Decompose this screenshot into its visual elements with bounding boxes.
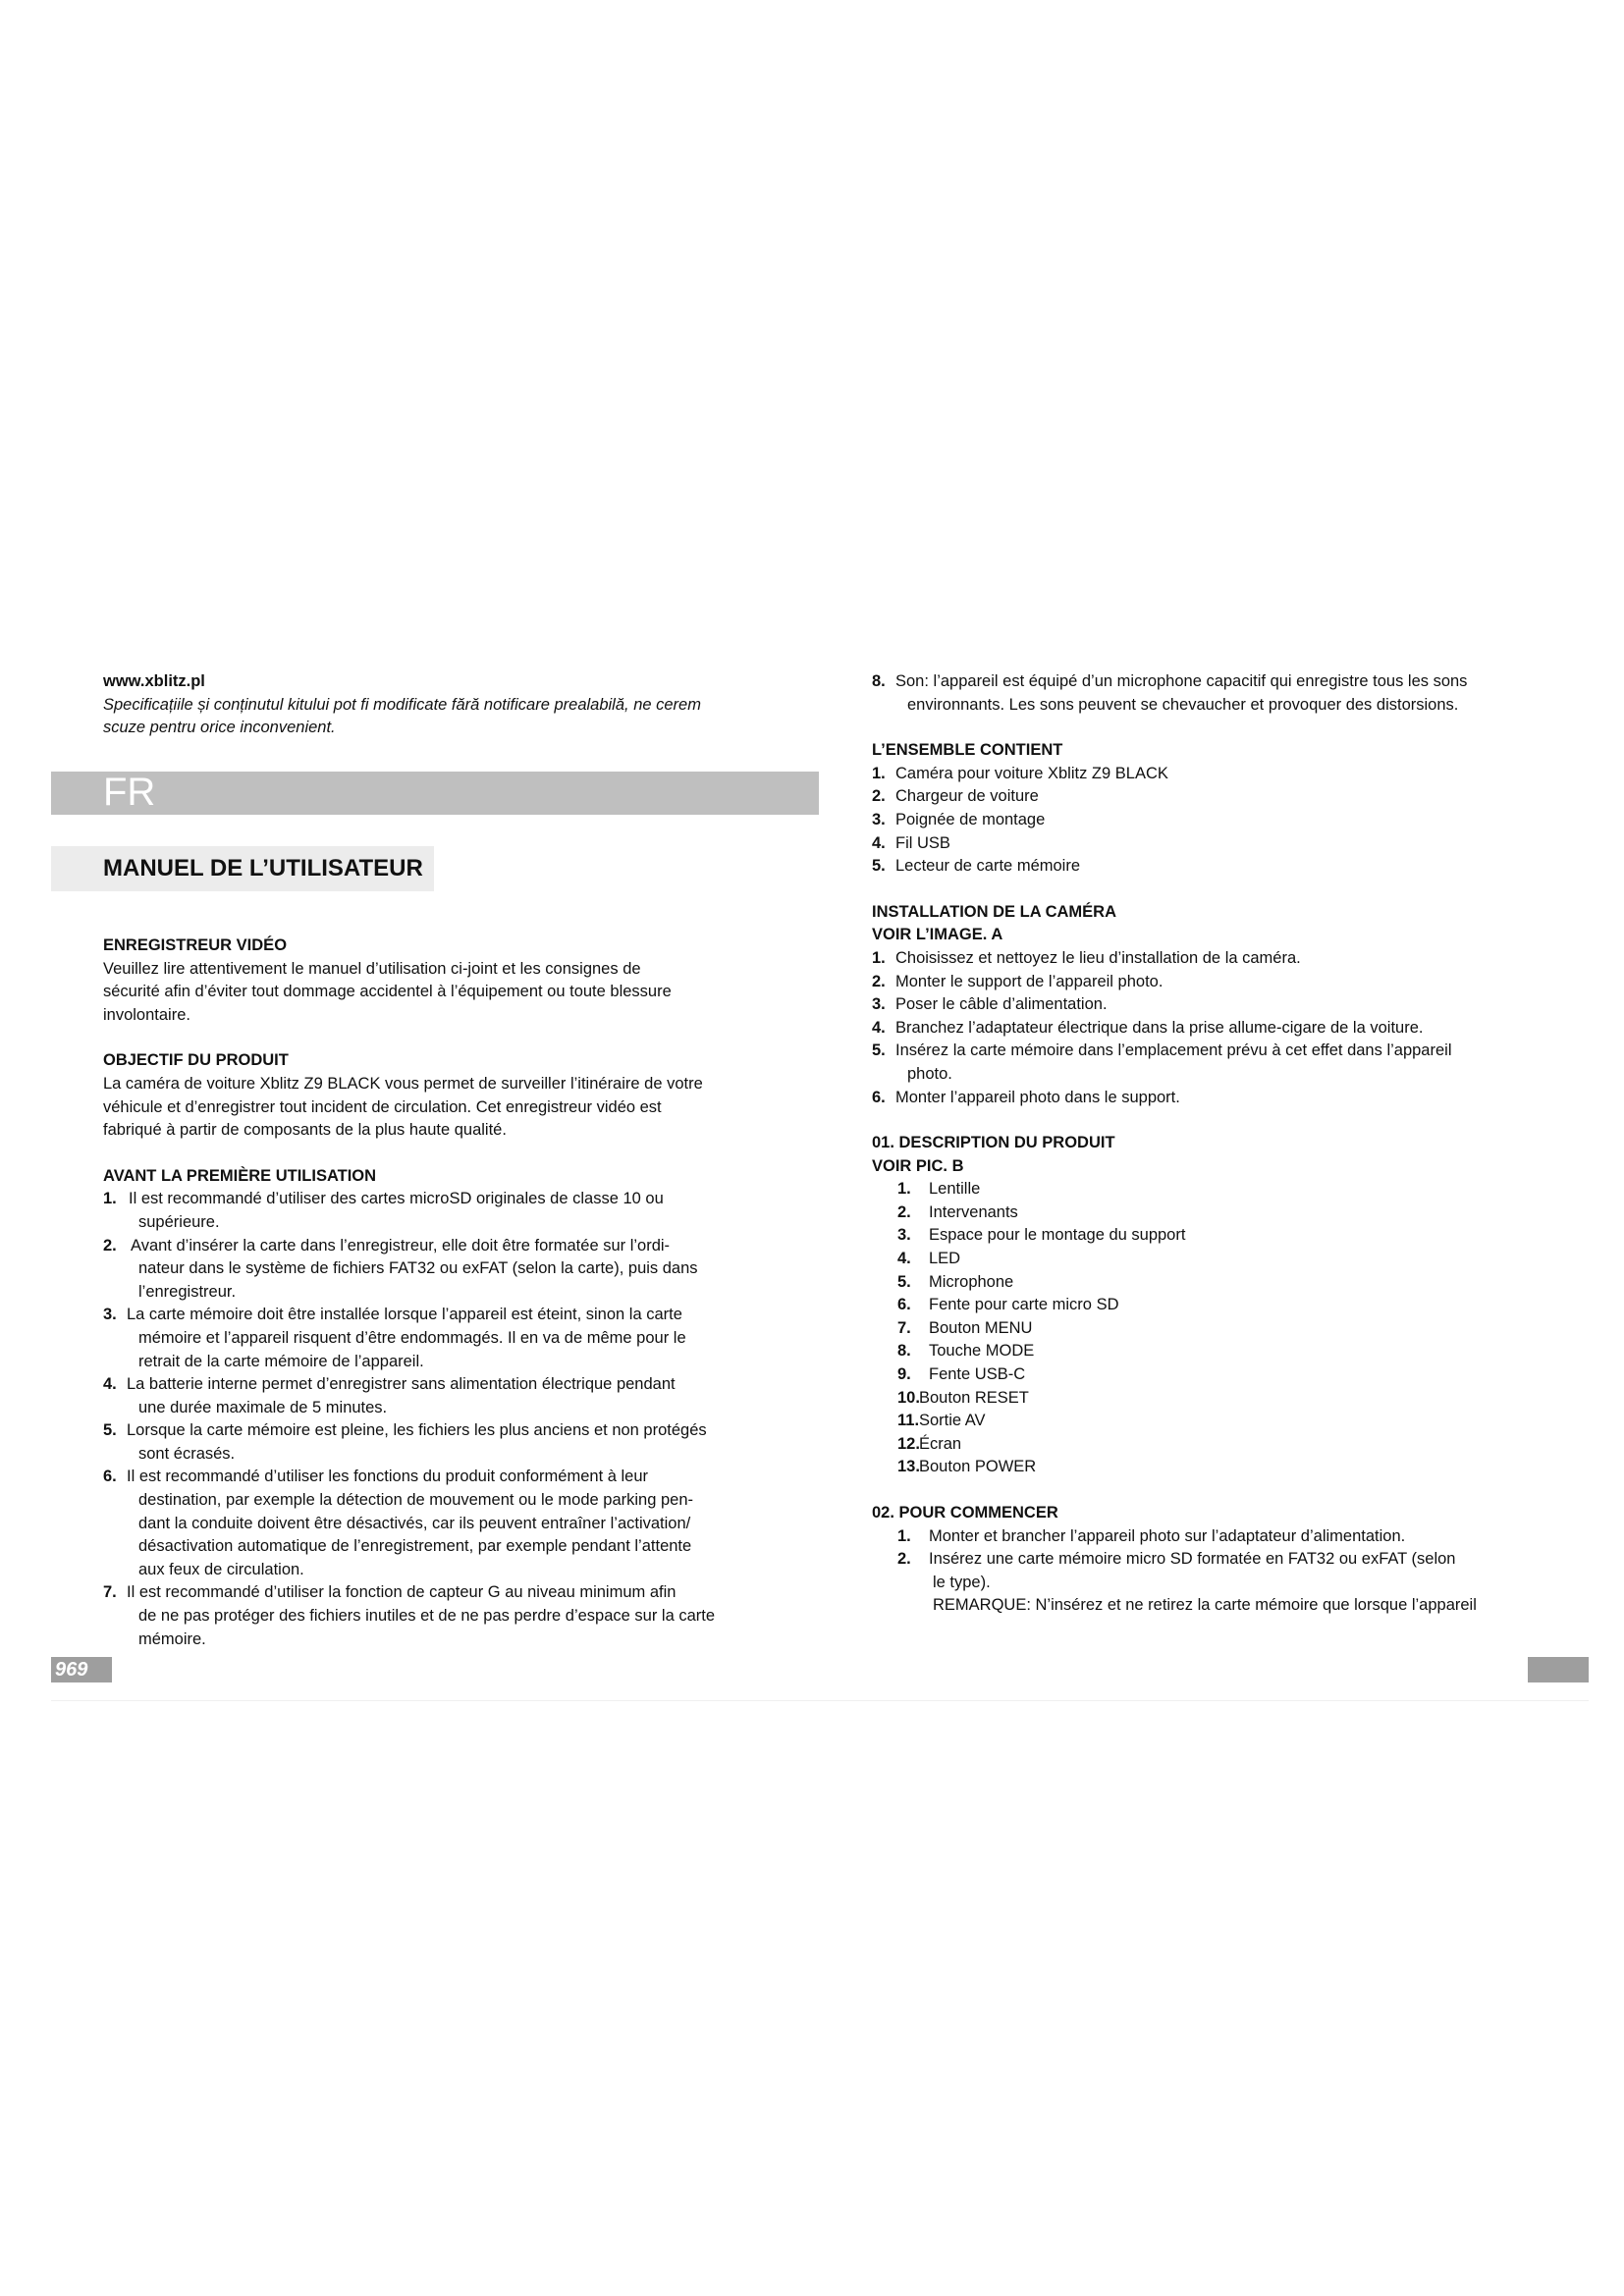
item-number: 10. xyxy=(897,1388,920,1407)
item-number: 9. xyxy=(897,1365,911,1384)
item-line: nateur dans le système de fichiers FAT32 ou exFAT (selon la carte), puis dans xyxy=(138,1259,698,1278)
section-subheading: VOIR PIC. B xyxy=(872,1156,964,1175)
list-item xyxy=(872,1201,1540,1225)
list-item xyxy=(103,1235,771,1305)
item-text: Écran xyxy=(919,1434,962,1453)
list-item xyxy=(872,809,1540,832)
page-number: 969 xyxy=(51,1657,112,1682)
item-line: Lorsque la carte mémoire est pleine, les fichiers les plus anciens et non protégés xyxy=(127,1421,707,1440)
item-number: 3. xyxy=(103,1306,117,1324)
item-number: 4. xyxy=(103,1375,117,1394)
right-column xyxy=(872,670,1540,1618)
section-heading: 02. POUR COMMENCER xyxy=(872,1504,1058,1522)
list-item xyxy=(103,1581,771,1651)
item-line: Son: l’appareil est équipé d’un microphone capacitif qui enregistre tous les sons xyxy=(895,672,1468,690)
paragraph-line: La caméra de voiture Xblitz Z9 BLACK vous permet de surveiller l’itinéraire de votre xyxy=(103,1074,703,1093)
item-line: Il est recommandé d’utiliser des cartes microSD originales de classe 10 ou xyxy=(129,1190,664,1208)
item-number: 8. xyxy=(872,672,886,690)
item-number: 1. xyxy=(872,764,886,782)
item-number: 5. xyxy=(872,1041,886,1060)
item-line: photo. xyxy=(907,1064,952,1083)
item-number: 1. xyxy=(897,1526,911,1545)
list-item xyxy=(872,993,1540,1017)
item-line: Il est recommandé d’utiliser la fonction de capteur G au niveau minimum afin xyxy=(127,1583,677,1602)
bottom-rule xyxy=(51,1700,1589,1701)
item-number: 6. xyxy=(897,1296,911,1314)
item-number: 4. xyxy=(872,833,886,852)
remark-line: REMARQUE: N’insérez et ne retirez la carte mémoire que lorsque l’appareil xyxy=(933,1596,1477,1615)
item-number: 3. xyxy=(897,1226,911,1245)
list-item xyxy=(872,1224,1540,1248)
item-line: Poser le câble d’alimentation. xyxy=(895,995,1108,1014)
list-item xyxy=(872,1433,1540,1457)
section-heading: L’ENSEMBLE CONTIENT xyxy=(872,741,1063,760)
item-line: retrait de la carte mémoire de l’appareil. xyxy=(138,1352,424,1370)
page-tab-marker xyxy=(1528,1657,1589,1682)
item-line: le type). xyxy=(933,1573,991,1591)
list-item xyxy=(103,1419,771,1466)
list-item xyxy=(872,1087,1540,1110)
list-item xyxy=(872,1410,1540,1433)
item-number: 5. xyxy=(897,1272,911,1291)
item-line: sont écrasés. xyxy=(138,1444,236,1463)
list-item xyxy=(103,1466,771,1581)
list-item xyxy=(872,1248,1540,1271)
item-text: Fil USB xyxy=(895,833,950,852)
item-text: Poignée de montage xyxy=(895,810,1046,828)
list-item xyxy=(103,1304,771,1373)
item-text: Lentille xyxy=(929,1180,981,1199)
section-heading: INSTALLATION DE LA CAMÉRA xyxy=(872,902,1117,921)
item-line: aux feux de circulation. xyxy=(138,1560,304,1578)
item-line: l’enregistreur. xyxy=(138,1282,237,1301)
item-number: 2. xyxy=(103,1236,117,1255)
left-body xyxy=(103,934,771,1651)
item-text: Chargeur de voiture xyxy=(895,787,1039,806)
item-line: Avant d’insérer la carte dans l’enregistreur, elle doit être formatée sur l’ordi- xyxy=(131,1236,671,1255)
item-number: 3. xyxy=(872,995,886,1014)
item-text: Bouton MENU xyxy=(929,1318,1033,1337)
item-line: supérieure. xyxy=(138,1212,220,1231)
item-line: Choisissez et nettoyez le lieu d’installation de la caméra. xyxy=(895,948,1301,967)
item-line: Insérez une carte mémoire micro SD formatée en FAT32 ou exFAT (selon xyxy=(929,1550,1456,1569)
item-line: dant la conduite doivent être désactivés, car ils peuvent entraîner l’activation/ xyxy=(138,1514,691,1532)
item-text: Sortie AV xyxy=(919,1412,986,1430)
item-line: environnants. Les sons peuvent se chevaucher et provoquer des distorsions. xyxy=(907,695,1459,714)
item-number: 8. xyxy=(897,1342,911,1361)
item-line: La batterie interne permet d’enregistrer sans alimentation électrique pendant xyxy=(127,1375,676,1394)
list-item xyxy=(872,1294,1540,1317)
item-line: Monter l’appareil photo dans le support. xyxy=(895,1088,1180,1106)
list-item xyxy=(103,1373,771,1419)
paragraph-line: involontaire. xyxy=(103,1005,190,1024)
item-text: Touche MODE xyxy=(929,1342,1035,1361)
item-line: de ne pas protéger des fichiers inutiles et de ne pas perdre d’espace sur la carte xyxy=(138,1607,716,1626)
item-number: 2. xyxy=(872,972,886,990)
item-text: Intervenants xyxy=(929,1202,1018,1221)
list-item xyxy=(872,763,1540,786)
section-heading: AVANT LA PREMIÈRE UTILISATION xyxy=(103,1166,377,1185)
item-number: 3. xyxy=(872,810,886,828)
list-item xyxy=(872,1363,1540,1387)
item-number: 1. xyxy=(103,1190,117,1208)
list-item xyxy=(872,1456,1540,1479)
list-item xyxy=(872,947,1540,971)
item-line: mémoire. xyxy=(138,1629,206,1648)
item-text: Fente pour carte micro SD xyxy=(929,1296,1119,1314)
item-line: Insérez la carte mémoire dans l’emplacement prévu à cet effet dans l’appareil xyxy=(895,1041,1452,1060)
item-number: 2. xyxy=(897,1202,911,1221)
manual-title: MANUEL DE L’UTILISATEUR xyxy=(103,855,423,881)
item-number: 13. xyxy=(897,1458,920,1476)
item-number: 6. xyxy=(872,1088,886,1106)
item-number: 7. xyxy=(897,1318,911,1337)
item-line: La carte mémoire doit être installée lorsque l’appareil est éteint, sinon la carte xyxy=(127,1306,682,1324)
item-text: Lecteur de carte mémoire xyxy=(895,857,1081,876)
item-number: 2. xyxy=(872,787,886,806)
item-text: LED xyxy=(929,1250,961,1268)
list-item xyxy=(872,1178,1540,1201)
item-line: une durée maximale de 5 minutes. xyxy=(138,1398,388,1416)
list-item xyxy=(872,670,1540,717)
item-line: destination, par exemple la détection de mouvement ou le mode parking pen- xyxy=(138,1491,694,1510)
section-heading: ENREGISTREUR VIDÉO xyxy=(103,936,288,954)
section-heading: 01. DESCRIPTION DU PRODUIT xyxy=(872,1134,1115,1152)
section-subheading: VOIR L’IMAGE. A xyxy=(872,926,1003,944)
item-text: Espace pour le montage du support xyxy=(929,1226,1186,1245)
item-number: 4. xyxy=(897,1250,911,1268)
list-item xyxy=(872,832,1540,856)
item-line: mémoire et l’appareil risquent d’être endommagés. Il en va de même pour le xyxy=(138,1328,686,1347)
disclaimer-text: Specificațiile și conținutul kitului pot fi modificate fără notificare prealabilă, ne cerem scuze pentru orice inconvenient. xyxy=(103,695,701,737)
item-number: 1. xyxy=(897,1180,911,1199)
paragraph-line: fabriqué à partir de composants de la plus haute qualité. xyxy=(103,1121,507,1140)
paragraph-line: sécurité afin d’éviter tout dommage accidentel à l’équipement ou toute blessure xyxy=(103,983,672,1001)
list-item xyxy=(872,1340,1540,1363)
website-url: www.xblitz.pl xyxy=(103,672,205,690)
list-item xyxy=(872,1548,1540,1594)
language-tag: FR xyxy=(103,771,156,814)
list-item xyxy=(872,785,1540,809)
item-text: Fente USB-C xyxy=(929,1365,1026,1384)
item-number: 5. xyxy=(103,1421,117,1440)
item-number: 1. xyxy=(872,948,886,967)
list-item xyxy=(872,1271,1540,1295)
item-number: 5. xyxy=(872,857,886,876)
list-item xyxy=(872,1017,1540,1041)
list-item xyxy=(872,1525,1540,1549)
item-text: Bouton POWER xyxy=(919,1458,1037,1476)
item-line: Il est recommandé d’utiliser les fonctions du produit conformément à leur xyxy=(127,1468,649,1486)
item-number: 6. xyxy=(103,1468,117,1486)
left-column xyxy=(103,670,771,740)
list-item xyxy=(872,1387,1540,1411)
language-bar xyxy=(51,772,819,815)
item-text: Microphone xyxy=(929,1272,1014,1291)
item-number: 2. xyxy=(897,1550,911,1569)
item-line: Monter et brancher l’appareil photo sur l’adaptateur d’alimentation. xyxy=(929,1526,1406,1545)
item-line: désactivation automatique de l’enregistrement, par exemple pendant l’attente xyxy=(138,1537,692,1556)
item-line: Branchez l’adaptateur électrique dans la prise allume-cigare de la voiture. xyxy=(895,1018,1424,1037)
item-text: Caméra pour voiture Xblitz Z9 BLACK xyxy=(895,764,1168,782)
item-number: 11. xyxy=(897,1412,920,1430)
list-item xyxy=(872,1317,1540,1341)
paragraph-line: véhicule et d’enregistrer tout incident de circulation. Cet enregistreur vidéo est xyxy=(103,1097,662,1116)
list-item xyxy=(872,971,1540,994)
list-item xyxy=(872,1040,1540,1086)
list-item xyxy=(103,1188,771,1234)
item-number: 7. xyxy=(103,1583,117,1602)
list-item xyxy=(872,855,1540,879)
item-number: 4. xyxy=(872,1018,886,1037)
item-text: Bouton RESET xyxy=(919,1388,1029,1407)
item-number: 12. xyxy=(897,1434,920,1453)
item-line: Monter le support de l’appareil photo. xyxy=(895,972,1164,990)
paragraph-line: Veuillez lire attentivement le manuel d’utilisation ci-joint et les consignes de xyxy=(103,959,641,978)
section-heading: OBJECTIF DU PRODUIT xyxy=(103,1051,289,1070)
